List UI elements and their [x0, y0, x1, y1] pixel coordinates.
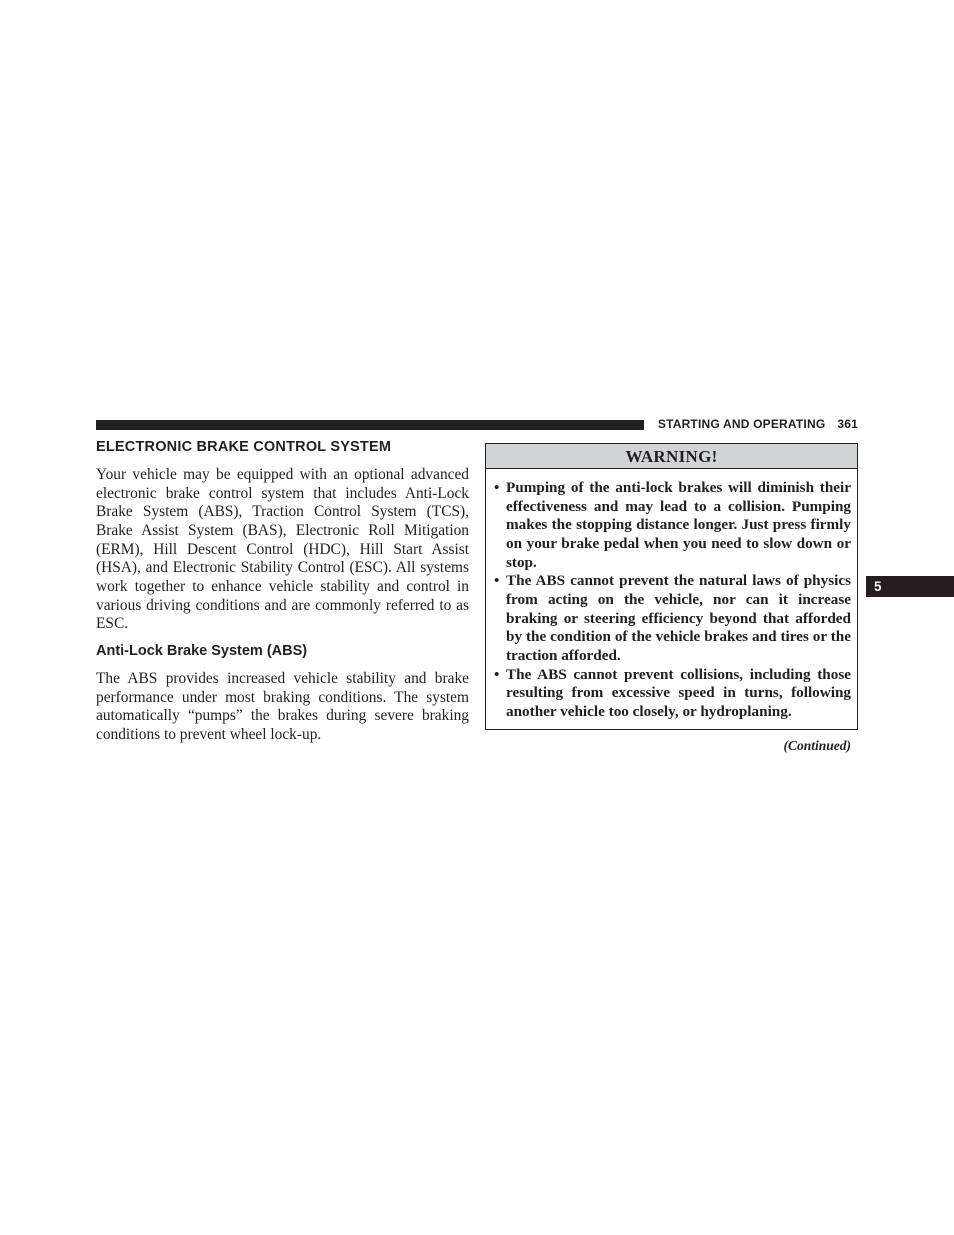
warning-item-text: The ABS cannot prevent collisions, including those resulting from excessive speed in turns, following another vehicle too closely, or hydroplaning.	[506, 665, 851, 720]
page-number: 361	[837, 417, 858, 431]
bullet-icon: •	[494, 479, 500, 496]
warning-item	[494, 479, 851, 572]
intro-paragraph: Your vehicle may be equipped with an optional advanced electronic brake control system that includes Anti-Lock Brake System (ABS), Traction Control System (TCS), Brake Assist System (BAS), Electronic Roll Mitigation (ERM), Hill Descent Control (HDC), Hill Start Assist (HSA), and Electronic Stability Control (ESC). All systems work together to enhance vehicle stability and control in various driving conditions and are commonly referred to as ESC.	[96, 466, 469, 633]
continued-note: (Continued)	[783, 738, 851, 753]
header-section-title: STARTING AND OPERATING	[657, 417, 826, 431]
warning-item	[494, 572, 851, 665]
bullet-icon: •	[494, 665, 500, 683]
abs-paragraph: The ABS provides increased vehicle stability and brake performance under most braking conditions. The system automatically “pumps” the brakes during severe braking conditions to prevent wheel lock-up.	[96, 670, 469, 743]
bullet-icon: •	[494, 572, 500, 590]
abs-subheading: Anti-Lock Brake System (ABS)	[96, 643, 308, 659]
warning-item-text: The ABS cannot prevent the natural laws of physics from acting on the vehicle, nor can it increase braking or steering efficiency beyond that afforded by the condition of the vehicle brakes and tires or the traction afforded.	[506, 572, 851, 664]
warning-box	[485, 443, 858, 730]
warning-list	[486, 469, 857, 722]
header-rule	[96, 420, 644, 430]
section-title: ELECTRONIC BRAKE CONTROL SYSTEM	[96, 439, 392, 455]
warning-title: WARNING!	[486, 444, 857, 469]
warning-item-text: Pumping of the anti-lock brakes will diminish their effectiveness and may lead to a collision. Pumping makes the stopping distance longer. Just press firmly on your brake pedal when you need to slow down or stop.	[506, 479, 851, 571]
warning-item	[494, 666, 851, 722]
running-header	[654, 417, 858, 431]
chapter-tab: 5	[866, 576, 954, 597]
